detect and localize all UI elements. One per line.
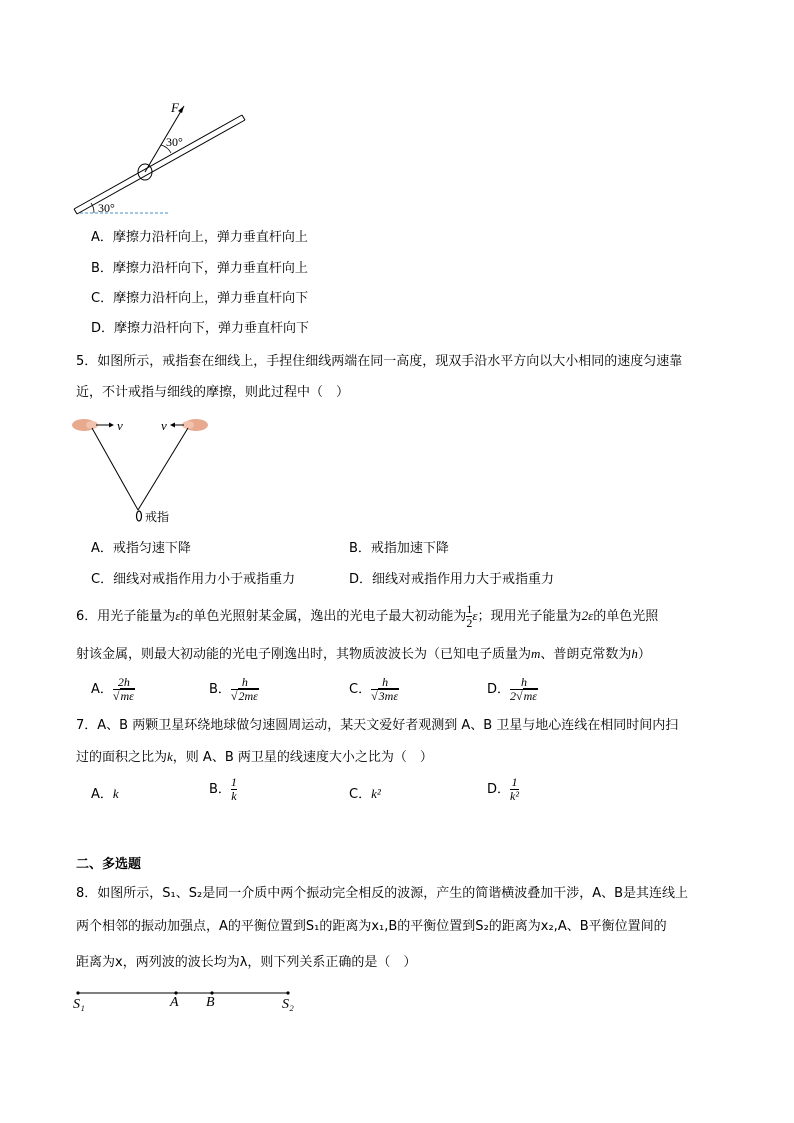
q7-option-d[interactable]: D． $\frac{1}{\text{k²}}$	[487, 775, 519, 803]
q5-stem-line1: 5．如图所示，戒指套在细线上，手捏住细线两端在同一高度，现双手沿水平方向以大小相同的速度匀速靠	[76, 354, 683, 369]
q6-option-a[interactable]: A． $\frac{2h}{√m\varepsilon}$	[91, 675, 134, 703]
q6-option-d[interactable]: D． $\frac{h}{2√m\varepsilon}$	[487, 675, 538, 703]
q5-stem-line2: 近，不计戒指与细线的摩擦，则此过程中（ ）	[76, 385, 350, 400]
half-fraction: $\frac{1}{2}$	[466, 602, 473, 630]
section-title: 二、多选题	[76, 857, 142, 872]
q6-option-c[interactable]: C． $\frac{h}{√3m\varepsilon}$	[349, 675, 399, 703]
ring-icon	[137, 511, 142, 521]
q8-stem-line3: 距离为x，两列波的波长均为λ，则下列关系正确的是（ ）	[76, 955, 417, 970]
q4-option-c[interactable]: C．摩擦力沿杆向上，弹力垂直杆向下	[91, 291, 309, 306]
angle-top-label: 30°	[166, 135, 183, 149]
angle-bottom-label: 30°	[98, 201, 115, 215]
q6-stem-line2: 射该金属，则最大初动能的光电子刚逸出时，其物质波波长为（已知电子质量为m、普朗克常数为h）	[76, 646, 651, 662]
q5-option-d[interactable]: D．细线对戒指作用力大于戒指重力	[349, 572, 555, 587]
v-right-label: v	[161, 418, 167, 433]
left-hand-icon	[72, 419, 98, 431]
q5-option-b[interactable]: B．戒指加速下降	[349, 541, 449, 556]
q7-stem-line2: 过的面积之比为k，则 A、B 两卫星的线速度大小之比为（ ）	[76, 749, 433, 765]
q5-option-a[interactable]: A．戒指匀速下降	[91, 541, 191, 556]
q7-stem-line1: 7．A、B 两颗卫星环绕地球做匀速圆周运动，某天文爱好者观测到 A、B 卫星与地心连线在相同时间内扫	[76, 718, 679, 733]
q4-option-a[interactable]: A．摩擦力沿杆向上，弹力垂直杆向上	[91, 230, 308, 245]
q8-stem-line1: 8．如图所示，S₁、S₂是同一介质中两个振动完全相反的波源，产生的简谐横波叠加干涉，A、B是其连线上	[76, 886, 689, 901]
q4-option-d[interactable]: D．摩擦力沿杆向下，弹力垂直杆向下	[91, 321, 310, 336]
force-label: F	[171, 100, 179, 115]
right-hand-icon	[182, 419, 208, 431]
q8-stem-line2: 两个相邻的振动加强点，A的平衡位置到S₁的距离为x₁,B的平衡位置到S₂的距离为x₂,A、B平衡位置间的	[76, 919, 667, 934]
s2-label: S₂	[282, 997, 294, 1012]
s1-label: S₁	[73, 997, 85, 1012]
q4-option-b[interactable]: B．摩擦力沿杆向下，弹力垂直杆向上	[91, 261, 308, 276]
v-left-label: v	[117, 418, 123, 433]
a-label: A	[170, 995, 179, 1010]
q6-option-b[interactable]: B． $\frac{h}{√2m\varepsilon}$	[209, 675, 258, 703]
q7-option-b[interactable]: B． $\frac{1}{k}$	[209, 775, 237, 803]
q6-stem-line1: 6．用光子能量为ε的单色光照射某金属，逸出的光电子最大初动能为 $\frac{1}{2}$ ε；现用光子能量为2ε的单色光照	[76, 602, 659, 630]
q5-option-c[interactable]: C．细线对戒指作用力小于戒指重力	[91, 572, 296, 587]
q7-option-c[interactable]: C．k²	[349, 786, 381, 802]
wave-sources-figure	[74, 987, 294, 999]
q7-option-a[interactable]: A．k	[91, 786, 119, 802]
b-label: B	[206, 995, 215, 1010]
ring-label: 戒指	[145, 510, 170, 524]
